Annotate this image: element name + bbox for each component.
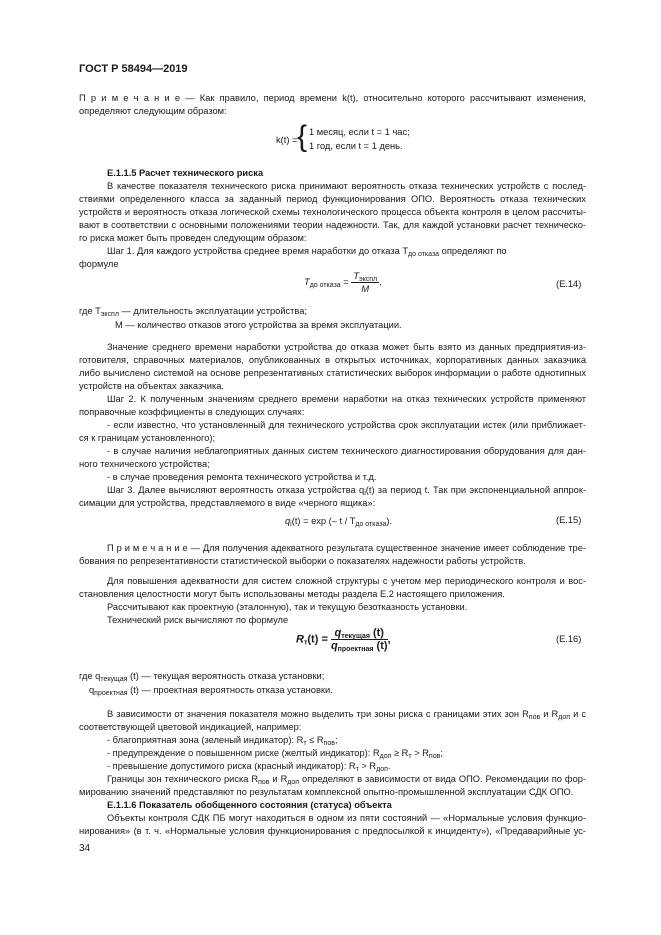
fraction: $\frac{q_{текущая} (t)}{q_{проектная} (t)}$ bbox=[330, 627, 388, 653]
paragraph-line: устройств и вероятность отказа логической схемы технологического процесса объекта контроля в целом рассчиты- bbox=[79, 207, 586, 217]
list-item: ся к границам установленного); bbox=[79, 433, 216, 443]
page-number: 34 bbox=[79, 843, 91, 854]
where-line: где $q_{текущая}$ (t) — текущая вероятность отказа установки; bbox=[79, 671, 325, 683]
paragraph-line: Шаг 2. К полученным значениям среднего времени наработки на отказ технических устройств применяют bbox=[107, 394, 586, 404]
list-item: - в случае наличия неблагоприятных данных систем технического диагностирования оборудования для дан- bbox=[107, 446, 586, 456]
note-line: определяют следующим образом: bbox=[79, 106, 227, 116]
paragraph-line: становления целостности могут быть использованы методы раздела Е.2 настоящего приложения. bbox=[79, 589, 505, 599]
equation-e15: $q_i(t) = \exp$ (– t / $T_{до отказа}$). bbox=[285, 516, 393, 528]
paragraph-line: формуле bbox=[79, 259, 119, 269]
list-item: - благоприятная зона (зеленый индикатор): $R_т \le R_{пов}$; bbox=[107, 735, 338, 747]
paragraph-line: вают в соответствии с основными положениями теории надежности. Так, для каждой установки расчет техническо- bbox=[79, 220, 586, 230]
paragraph-line: го риска может быть проведен следующим образом: bbox=[79, 233, 307, 243]
paragraph-line: В качестве показателя технического риска принимают вероятность отказа технических устройств с послед- bbox=[107, 181, 586, 191]
paragraph-line: Рассчитывают как проектную (эталонную), так и текущую безотказность установки. bbox=[107, 602, 468, 612]
paragraph-line: готовителя, справочных материалов, опубликованных в открытых источниках, корпоративных данных заказчика bbox=[79, 355, 586, 365]
equation-number: (Е.15) bbox=[556, 515, 582, 525]
formula-k-case: 1 месяц, если t = 1 час; bbox=[309, 127, 410, 137]
list-item: - превышение допустимого риска (красный индикатор): $R_т > R_{доп}$. bbox=[107, 761, 391, 773]
equation-number: (Е.16) bbox=[556, 634, 582, 644]
paragraph-line: Границы зон технического риска $R_{пов}$ и $R_{доп}$ определяют в зависимости от вида ОПО. Рекомендации по фор- bbox=[107, 774, 587, 786]
formula-k-lhs: k(t) = bbox=[276, 135, 298, 145]
note-line: бования по репрезентативности статистической выборки о показателях надежности работы устройств. bbox=[79, 556, 526, 566]
paragraph-line: симации для устройства, представляемого в виде «черного ящика»: bbox=[79, 498, 376, 508]
list-item: - если известно, что установленный для технического устройства срок эксплуатации истек (или приближает- bbox=[107, 420, 586, 430]
paragraph-line: Объекты контроля СДК ПБ могут находиться в одном из пяти состояний — «Нормальные условия функцио- bbox=[107, 813, 586, 823]
where-line: $q_{проектная}$ (t) — проектная вероятность отказа установки. bbox=[89, 685, 333, 697]
list-item: - предупреждение о повышенном риске (желтый индикатор): $R_{доп} \ge R_т > R_{пов}$; bbox=[107, 748, 443, 760]
where-line: M — количество отказов этого устройства за время эксплуатации. bbox=[115, 320, 402, 330]
paragraph-line: Шаг 3. Далее вычисляют вероятность отказа устройства $q_i(t)$ за период t. Так при экспоненциальной аппрок- bbox=[107, 485, 586, 497]
equation-number: (Е.14) bbox=[556, 279, 582, 289]
paragraph-line: ствиями определенного класса за заданный период функционирования ОПО. Вероятность отказа технических bbox=[79, 194, 586, 204]
paragraph-line: В зависимости от значения показателя можно выделить три зоны риска с границами этих зон $R_{пов}$ и $R_{доп}$ и с bbox=[107, 709, 586, 721]
list-item: - в случае проведения ремонта технического устройства и т.д. bbox=[107, 472, 377, 482]
formula-k-case: 1 год, если t = 1 день. bbox=[309, 141, 403, 151]
section-heading: Е.1.1.6 Показатель обобщенного состояния (статуса) объекта bbox=[107, 800, 392, 810]
paragraph-line: Значение среднего времени наработки устройства до отказа может быть взято из данных предприятия-из- bbox=[107, 342, 586, 352]
where-line: где $T_{экспл}$ — длительность эксплуатации устройства; bbox=[79, 306, 307, 318]
note-line: П р и м е ч а н и е — Как правило, период времени k(t), относительно которого рассчитывают изменения, bbox=[79, 93, 586, 103]
equation-e14: $T_{до отказа}$ = $\frac{T_{экспл}}{M}$ , bbox=[304, 271, 382, 294]
fraction: $\frac{T_{экспл}}{M}$ bbox=[353, 271, 378, 294]
paragraph-line: Для повышения адекватности для систем сложной структуры с учетом мер периодического контроля и вос- bbox=[107, 576, 586, 586]
paragraph-line: либо вычислено системой на основе репрезентативных статистических выборок информации о работе однотипных bbox=[79, 368, 586, 378]
equation-e16: $R_т(t)$ = $\frac{q_{текущая} (t)}{q_{проектная} (t)}$ , bbox=[296, 627, 391, 653]
list-item: ного технического устройства; bbox=[79, 459, 210, 469]
paragraph-line: нирования» (в т. ч. «Нормальные условия функционирования с предпосылкой к инциденту»), «Предаварийные ус- bbox=[79, 826, 586, 836]
paragraph-line: устройств на объектах заказчика. bbox=[79, 381, 224, 391]
note-line: П р и м е ч а н и е — Для получения адекватного результата существенное значение имеет соблюдение тре- bbox=[107, 543, 586, 553]
paragraph-line: Шаг 1. Для каждого устройства среднее время наработки до отказа $T_{до отказа}$ определяют по bbox=[107, 246, 507, 258]
section-heading: Е.1.1.5 Расчет технического риска bbox=[107, 168, 264, 178]
paragraph-line: мированию значений представляют по результатам комплексной опытно-промышленной эксплуатации СДК ОПО. bbox=[79, 787, 574, 797]
paragraph-line: соответствующей цветовой индикацией, например: bbox=[79, 722, 302, 732]
paragraph-line: поправочные коэффициенты в следующих случаях: bbox=[79, 407, 305, 417]
paragraph-line: Технический риск вычисляют по формуле bbox=[107, 615, 289, 625]
brace-symbol: { bbox=[297, 120, 308, 153]
standard-header: ГОСТ Р 58494—2019 bbox=[79, 63, 188, 75]
